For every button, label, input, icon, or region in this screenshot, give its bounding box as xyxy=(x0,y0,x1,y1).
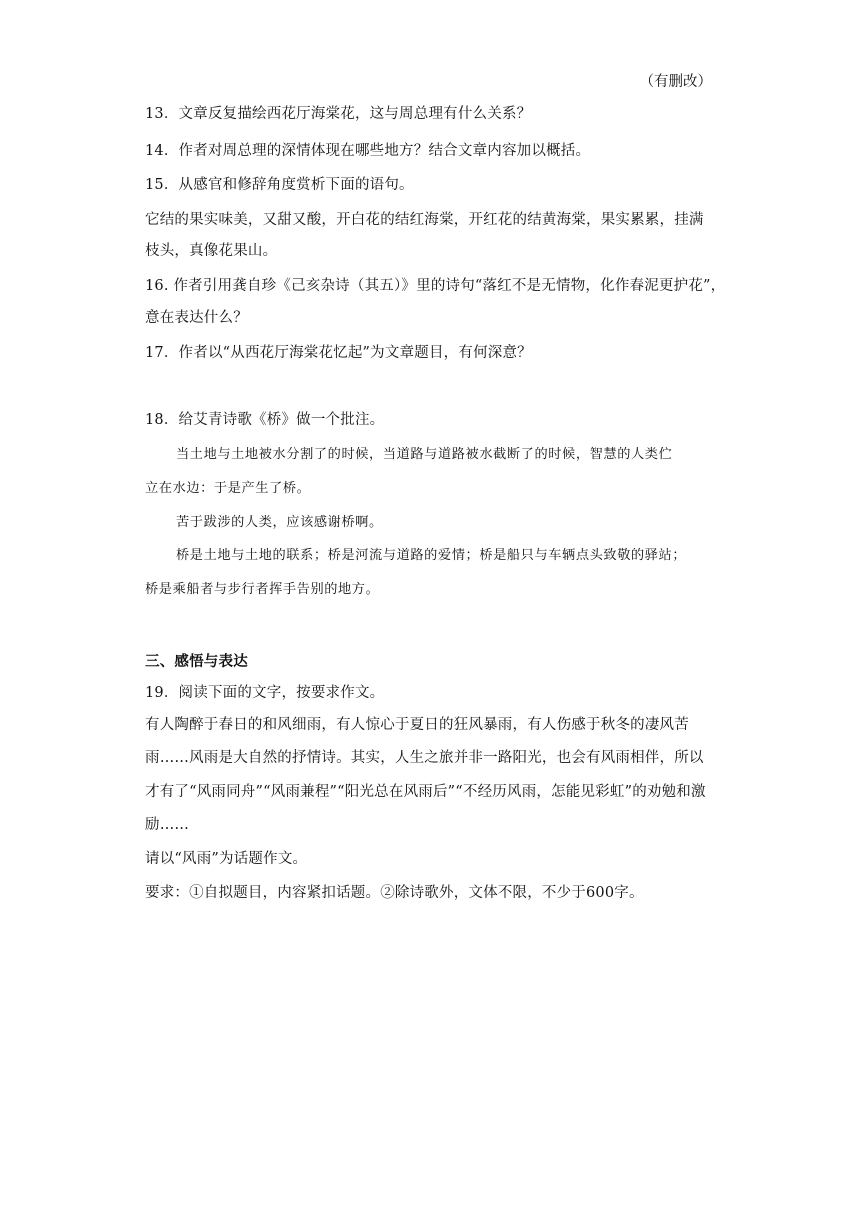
poem-line-2: 立在水边：于是产生了桥。 xyxy=(145,481,311,496)
poem-line-4: 桥是土地与土地的联系；桥是河流与道路的爱情；桥是船只与车辆点头致敬的驿站； xyxy=(176,548,687,563)
q19-passage-line-2: 雨……风雨是大自然的抒情诗。其实，人生之旅并非一路阳光，也会有风雨相伴，所以 xyxy=(145,750,704,766)
q15-sentence-line-2: 枝头，真像花果山。 xyxy=(145,243,278,259)
poem-line-3: 苦于跋涉的人类，应该感谢桥啊。 xyxy=(176,515,383,530)
question-13: 13．文章反复描绘西花厅海棠花，这与周总理有什么关系？ xyxy=(145,106,532,122)
q15-sentence-line-1: 它结的果实味美，又甜又酸，开白花的结红海棠，开红花的结黄海棠，果实累累，挂满 xyxy=(145,212,704,228)
poem-line-1: 当土地与土地被水分割了的时候，当道路与道路被水截断了的时候，智慧的人类伫 xyxy=(176,447,673,462)
section-title: 三、感悟与表达 xyxy=(145,654,248,670)
topic-instruction: 请以“风雨”为话题作文。 xyxy=(145,851,308,867)
source-note: （有删改） xyxy=(639,74,712,90)
q19-passage-line-1: 有人陶醉于春日的和风细雨，有人惊心于夏日的狂风暴雨，有人伤感于秋冬的凄风苦 xyxy=(145,717,689,733)
question-18: 18．给艾青诗歌《桥》做一个批注。 xyxy=(145,412,385,428)
q19-passage-line-3: 才有了“风雨同舟”“风雨兼程”“阳光总在风雨后”“不经历风雨，怎能见彩虹”的劝勉和激 xyxy=(145,784,706,800)
poem-line-5: 桥是乘船者与步行者挥手告别的地方。 xyxy=(145,582,380,597)
requirements: 要求：①自拟题目，内容紧扣话题。②除诗歌外，文体不限，不少于600字。 xyxy=(145,885,644,901)
q19-passage-line-4: 励…… xyxy=(145,817,190,833)
question-19: 19．阅读下面的文字，按要求作文。 xyxy=(145,685,385,701)
question-17: 17．作者以“从西花厅海棠花忆起”为文章题目，有何深意？ xyxy=(145,345,532,361)
question-15: 15．从感官和修辞角度赏析下面的语句。 xyxy=(145,177,414,193)
question-14: 14．作者对周总理的深情体现在哪些地方？结合文章内容加以概括。 xyxy=(145,143,591,159)
question-16-line-1: 16. 作者引用龚自珍《己亥杂诗（其五）》里的诗句“落红不是无情物，化作春泥更护花”， xyxy=(145,278,726,294)
question-16-line-2: 意在表达什么？ xyxy=(145,310,248,326)
